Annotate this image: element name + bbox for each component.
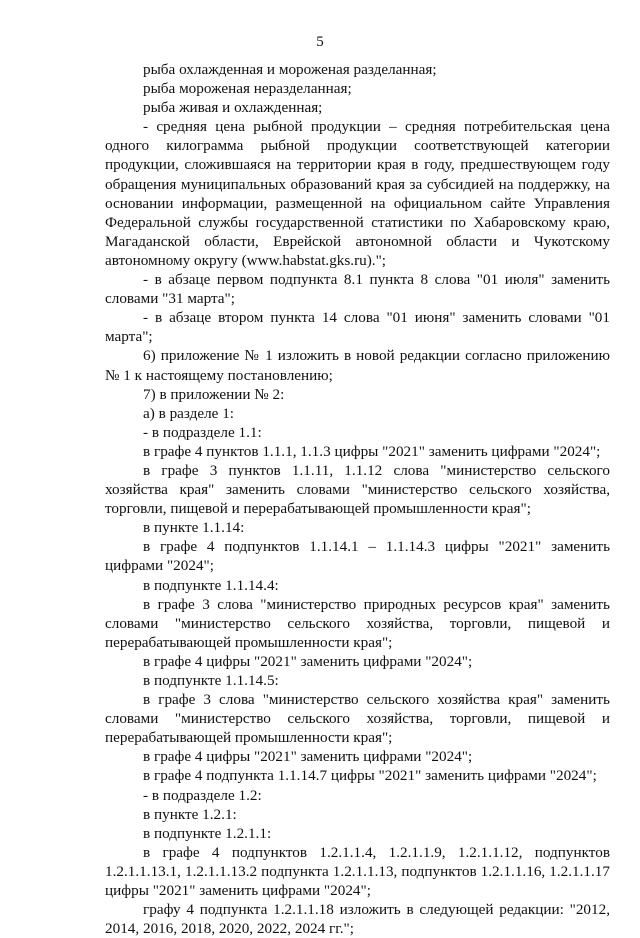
paragraph: - в абзаце первом подпункта 8.1 пункта 8 слова "01 июля" заменить словами "31 марта"; [105, 271, 610, 308]
paragraph: в подпункте 1.1.14.5: [143, 672, 279, 689]
paragraph: - в подразделе 1.2: [143, 786, 262, 804]
paragraph: 7) в приложении № 2: [143, 385, 285, 403]
paragraph: в графе 4 подпунктов 1.2.1.1.4, 1.2.1.1.9, 1.2.1.1.12, подпунктов 1.2.1.1.13.1, 1.2.1.1.13.2 подпункта 1.2.1.1.13, подпунктов 1.2.1.1.16, 1.2.1.1.17 цифры "2021" заменить цифрами "2024"; [105, 843, 610, 900]
paragraph: в пункте 1.1.14: [143, 519, 245, 537]
document-body [105, 60, 610, 938]
paragraph: в подпункте 1.2.1.1: [143, 824, 272, 842]
paragraph: в графе 4 цифры "2021" заменить цифрами "2024"; [143, 748, 473, 766]
paragraph: в графе 3 пунктов 1.1.11, 1.1.12 слова "министерство сельского хозяйства края" заменить словами "министерство сельского хозяйства, торговли, пищевой и перерабатывающей промышленности края"; [105, 461, 610, 518]
paragraph: в графе 3 слова "министерство природных ресурсов края" заменить словами "министерство сельского хозяйства, торговли, пищевой и перерабатывающей промышленности края"; [105, 595, 610, 651]
paragraph: в графе 4 цифры "2021" заменить цифрами "2024"; [143, 652, 473, 670]
paragraph: рыба живая и охлажденная; [143, 99, 323, 117]
page-number: 5 [316, 34, 324, 50]
paragraph: - средняя цена рыбной продукции – средняя потребительская цена одного килограмма рыбной продукции соответствующей категории продукции, сложившаяся на территории края в году, предшествующем году обращения муниципальных образований края за субсидией на поддержку, на основании информации, размещенной на официальном сайте Управления Федеральной службы государственной статистики по Хабаровскому краю, Магаданской области, Еврейской автономной области и Чукотскому автономному округу (www.habstat.gks.ru)."; [105, 118, 610, 269]
paragraph: 6) приложение № 1 изложить в новой редакции согласно приложению № 1 к настоящему постановлению; [105, 347, 610, 384]
paragraph: рыба мороженая неразделанная; [143, 80, 352, 98]
paragraph: в подпункте 1.1.14.4: [143, 576, 279, 594]
paragraph: рыба охлажденная и мороженая разделанная; [143, 61, 437, 78]
paragraph: графу 4 подпункта 1.2.1.1.18 изложить в следующей редакции: "2012, 2014, 2016, 2018, 2020, 2022, 2024 гг."; [105, 901, 610, 938]
paragraph: в графе 4 пунктов 1.1.1, 1.1.3 цифры "2021" заменить цифрами "2024"; [143, 442, 601, 460]
paragraph: в графе 3 слова "министерство сельского хозяйства края" заменить словами "министерство сельского хозяйства, торговли, пищевой и перерабатывающей промышленности края"; [105, 691, 610, 747]
paragraph: в графе 4 подпункта 1.1.14.7 цифры "2021" заменить цифрами "2024"; [143, 767, 597, 785]
paragraph: - в абзаце втором пункта 14 слова "01 июня" заменить словами "01 марта"; [105, 309, 610, 346]
paragraph: а) в разделе 1: [143, 404, 235, 422]
paragraph: в графе 4 подпунктов 1.1.14.1 – 1.1.14.3 цифры "2021" заменить цифрами "2024"; [105, 538, 610, 575]
paragraph: - в подразделе 1.1: [143, 423, 262, 441]
paragraph: в пункте 1.2.1: [143, 805, 237, 823]
